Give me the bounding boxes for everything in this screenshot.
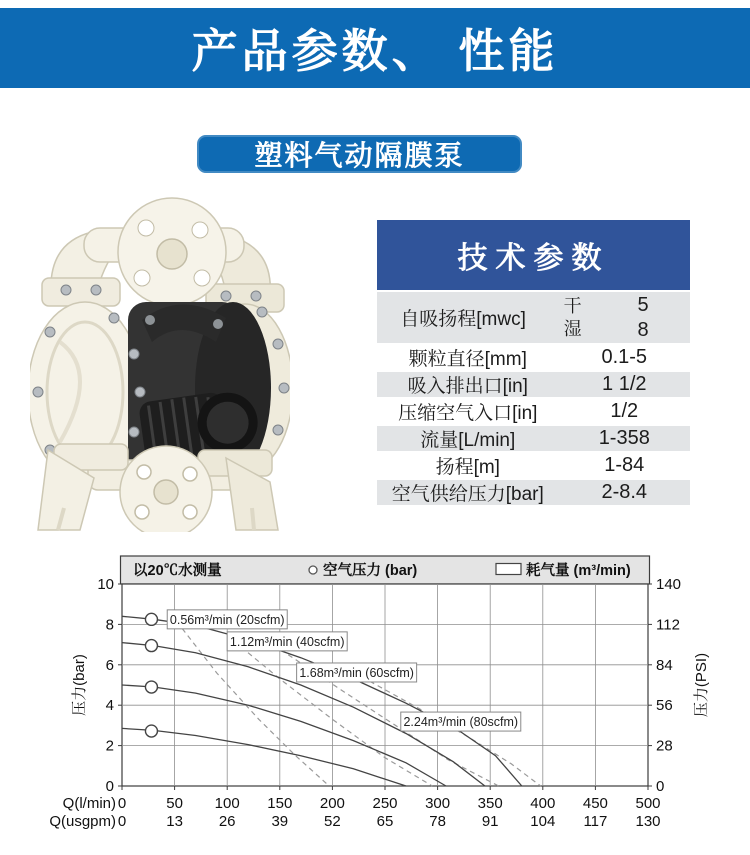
banner-title: 产品参数、 性能 — [191, 25, 559, 77]
spec-label: 空气供给压力[bar] — [391, 484, 544, 505]
spec-label: 压缩空气入口[in] — [398, 403, 538, 424]
spec-value: 1/2 — [610, 400, 639, 422]
svg-text:0: 0 — [117, 795, 127, 812]
spec-label: 扬程[m] — [435, 457, 500, 478]
spec-value: 8 — [637, 318, 649, 341]
table-row — [377, 345, 690, 370]
svg-text:65: 65 — [376, 813, 394, 830]
pump-product-photo — [30, 192, 290, 532]
svg-text:0: 0 — [117, 813, 127, 830]
spec-table-header — [377, 220, 690, 290]
svg-text:0: 0 — [656, 778, 665, 795]
spec-label: 吸入排出口[in] — [407, 376, 528, 397]
svg-text:0.56m³/min (20scfm): 0.56m³/min (20scfm) — [169, 612, 285, 627]
svg-text:56: 56 — [656, 697, 673, 715]
svg-text:2.24m³/min (80scfm): 2.24m³/min (80scfm) — [403, 715, 519, 730]
svg-text:200: 200 — [319, 795, 345, 812]
svg-text:4: 4 — [105, 697, 114, 715]
pump-illustration — [30, 192, 290, 532]
table-row — [377, 426, 690, 451]
svg-text:130: 130 — [635, 813, 661, 830]
spec-value: 0.1-5 — [601, 346, 648, 368]
pump-top-flange — [118, 198, 226, 306]
table-row — [377, 399, 690, 424]
svg-text:6: 6 — [105, 656, 114, 674]
legend-air-consumption: 耗气量 (m³/min) — [526, 563, 631, 579]
svg-text:112: 112 — [656, 616, 680, 634]
table-row — [377, 480, 690, 505]
section-banner — [0, 8, 750, 88]
svg-text:2: 2 — [105, 737, 114, 755]
svg-text:13: 13 — [166, 813, 183, 830]
svg-text:52: 52 — [324, 813, 341, 830]
svg-text:150: 150 — [267, 795, 293, 812]
svg-text:50: 50 — [166, 795, 183, 812]
table-row — [377, 453, 690, 478]
svg-text:300: 300 — [425, 795, 451, 812]
spec-label: 颗粒直径[mm] — [408, 349, 527, 370]
spec-value: 1-358 — [598, 427, 650, 449]
svg-text:450: 450 — [582, 795, 608, 812]
spec-sub-key: 干 — [563, 296, 582, 316]
svg-text:8: 8 — [105, 616, 114, 634]
spec-value: 5 — [637, 293, 649, 316]
spec-sub-values — [596, 293, 690, 343]
spec-label: 流量[L/min] — [420, 430, 516, 451]
performance-chart-svg — [0, 540, 750, 855]
svg-text:26: 26 — [218, 813, 236, 830]
spec-sub-keys — [549, 295, 596, 340]
svg-text:78: 78 — [429, 813, 446, 830]
chart-legend-strip — [121, 556, 650, 584]
spec-table-title: 技术参数 — [457, 242, 610, 275]
svg-text:117: 117 — [583, 813, 608, 830]
svg-text:1.12m³/min (40scfm): 1.12m³/min (40scfm) — [229, 634, 345, 649]
legend-rect-icon — [496, 564, 521, 575]
y-axis-right-title: 压力(PSI) — [693, 652, 710, 718]
legend-air-pressure: 空气压力 (bar) — [323, 563, 418, 579]
svg-text:400: 400 — [530, 795, 556, 812]
svg-text:140: 140 — [656, 576, 682, 593]
legend-circle-icon — [309, 566, 317, 574]
svg-text:1.68m³/min (60scfm): 1.68m³/min (60scfm) — [299, 665, 414, 680]
svg-text:500: 500 — [635, 795, 661, 812]
product-type-badge — [197, 135, 522, 173]
spec-label: 自吸扬程[mwc] — [400, 309, 526, 330]
spec-value: 1 1/2 — [602, 373, 647, 395]
performance-chart — [0, 540, 750, 855]
svg-text:39: 39 — [271, 813, 289, 830]
spec-value: 2-8.4 — [601, 481, 648, 503]
y-axis-left-title: 压力(bar) — [71, 654, 88, 716]
svg-text:28: 28 — [656, 737, 673, 755]
chart-note: 以20℃水测量 — [133, 563, 222, 579]
badge-label: 塑料气动隔膜泵 — [254, 140, 465, 171]
x-axis-row1-caption: Q(l/min) — [62, 795, 116, 812]
svg-text:104: 104 — [530, 813, 556, 830]
spec-value: 1-84 — [604, 454, 645, 476]
svg-text:91: 91 — [481, 813, 499, 830]
svg-text:100: 100 — [214, 795, 240, 812]
spec-table — [377, 220, 690, 505]
svg-text:0: 0 — [105, 778, 114, 795]
table-row — [377, 372, 690, 397]
svg-text:84: 84 — [656, 656, 673, 674]
svg-text:10: 10 — [97, 576, 114, 593]
x-axis-row2-caption: Q(usgpm) — [49, 813, 116, 830]
table-row — [377, 292, 690, 343]
spec-sub-key: 湿 — [563, 318, 582, 339]
svg-text:250: 250 — [372, 795, 398, 812]
svg-text:350: 350 — [477, 795, 503, 812]
